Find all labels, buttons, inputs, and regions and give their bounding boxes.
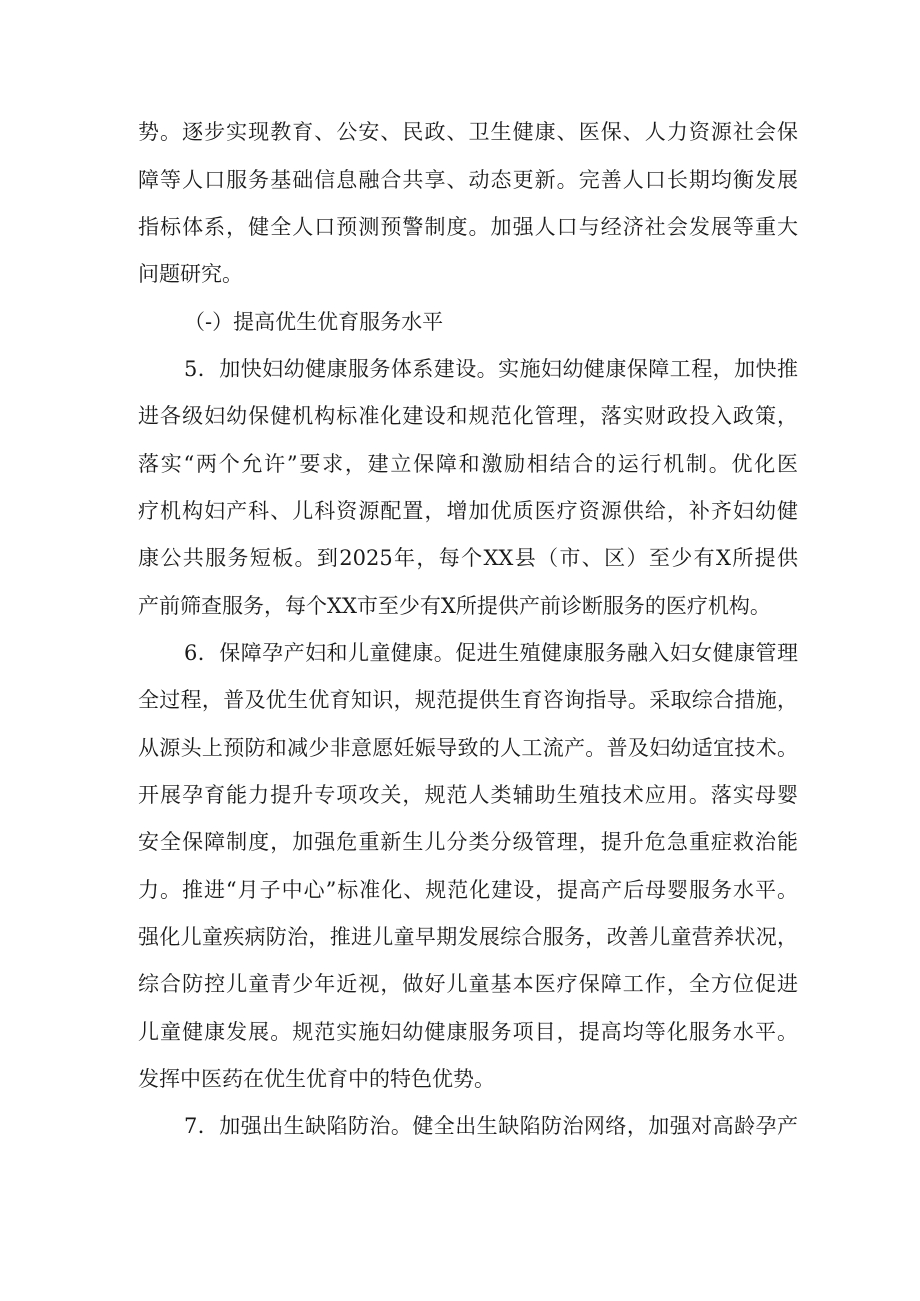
paragraph-line: 指标体系，健全人口预测预警制度。加强人口与经济社会发展等重大: [138, 215, 798, 239]
paragraph-line: 综合防控儿童青少年近视，做好儿童基本医疗保障工作，全方位促进: [138, 972, 798, 996]
paragraph-line: 5．加快妇幼健康服务体系建设。实施妇幼健康保障工程，加快推: [184, 357, 798, 381]
paragraph-line: 从源头上预防和减少非意愿妊娠导致的人工流产。普及妇幼适宜技术。: [138, 736, 798, 760]
paragraph-line: 产前筛查服务，每个XX市至少有X所提供产前诊断服务的医疗机构。: [138, 594, 771, 618]
paragraph-line: 开展孕育能力提升专项攻关，规范人类辅助生殖技术应用。落实母婴: [138, 783, 798, 807]
paragraph-line: 强化儿童疾病防治，推进儿童早期发展综合服务，改善儿童营养状况，: [138, 925, 798, 949]
paragraph-line: 进各级妇幼保健机构标准化建设和规范化管理，落实财政投入政策，: [138, 404, 798, 428]
paragraph-line: 疗机构妇产科、儿科资源配置，增加优质医疗资源供给，补齐妇幼健: [138, 499, 798, 523]
paragraph-line: 安全保障制度，加强危重新生儿分类分级管理，提升危急重症救治能: [138, 830, 798, 854]
section-heading: （-）提高优生优育服务水平: [184, 310, 444, 334]
paragraph-line: 力。推进“月子中心”标准化、规范化建设，提高产后母婴服务水平。: [138, 878, 798, 902]
paragraph-line: 6．保障孕产妇和儿童健康。促进生殖健康服务融入妇女健康管理: [184, 641, 798, 665]
paragraph-line: 障等人口服务基础信息融合共享、动态更新。完善人口长期均衡发展: [138, 168, 798, 192]
paragraph-line: 发挥中医药在优生优育中的特色优势。: [138, 1067, 495, 1091]
paragraph-line: 全过程，普及优生优育知识，规范提供生育咨询指导。采取综合措施，: [138, 688, 798, 712]
paragraph-line: 势。逐步实现教育、公安、民政、卫生健康、医保、人力资源社会保: [138, 120, 798, 144]
paragraph-line: 康公共服务短板。到2025年，每个XX县（市、区）至少有X所提供: [138, 546, 798, 570]
paragraph-line: 问题研究。: [138, 262, 243, 286]
paragraph-line: 落实“两个允许”要求，建立保障和激励相结合的运行机制。优化医: [138, 452, 798, 476]
paragraph-line: 7．加强出生缺陷防治。健全出生缺陷防治网络，加强对高龄孕产: [184, 1114, 798, 1138]
paragraph-line: 儿童健康发展。规范实施妇幼健康服务项目，提高均等化服务水平。: [138, 1020, 798, 1044]
